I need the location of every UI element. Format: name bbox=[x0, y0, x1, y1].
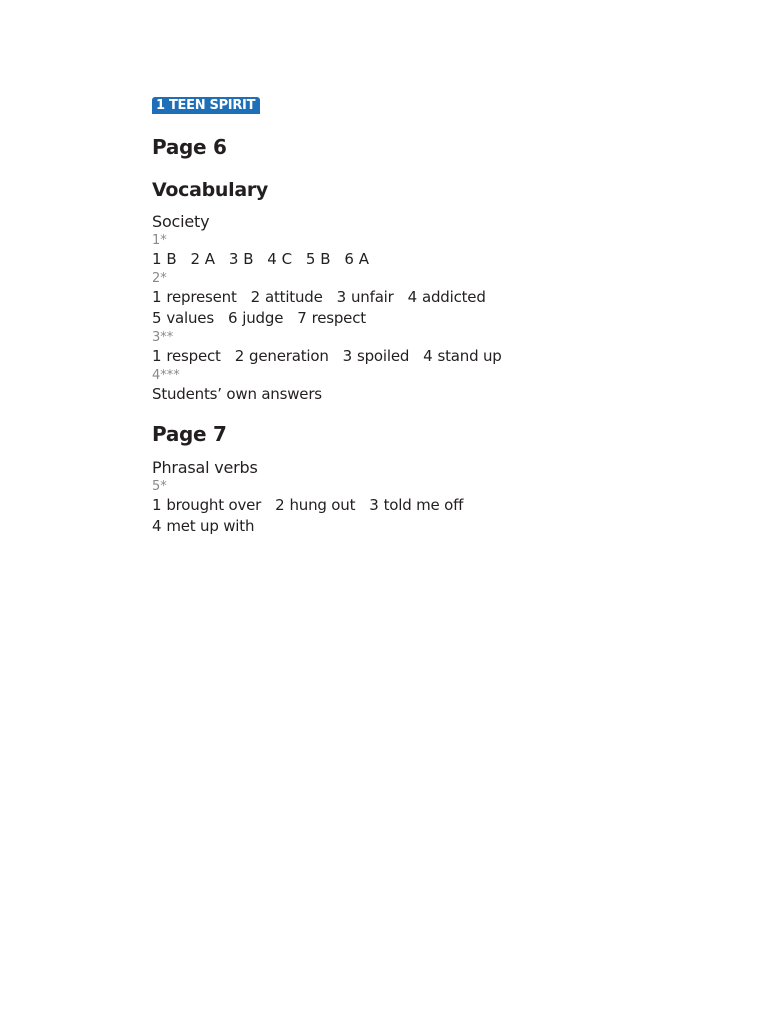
exercise-5-answers-line-2 bbox=[152, 516, 712, 537]
answer-number: 6 bbox=[344, 250, 354, 268]
answer-number: 4 bbox=[267, 250, 277, 268]
answer-item bbox=[306, 249, 330, 270]
answer-key-page bbox=[152, 94, 712, 537]
answer-number: 1 bbox=[152, 288, 162, 306]
answer-word: judge bbox=[242, 309, 284, 327]
answer-item bbox=[190, 249, 214, 270]
answer-item bbox=[337, 287, 394, 308]
answer-word: B bbox=[320, 250, 331, 268]
exercise-2-number: 2* bbox=[152, 271, 167, 286]
vocabulary-heading: Vocabulary bbox=[152, 179, 269, 201]
answer-number: 3 bbox=[342, 347, 352, 365]
answer-item bbox=[297, 308, 366, 329]
answer-number: 3 bbox=[228, 250, 239, 268]
answer-item bbox=[152, 495, 261, 516]
exercise-5-number: 5* bbox=[152, 479, 167, 494]
answer-word: B bbox=[243, 250, 254, 268]
answer-item bbox=[228, 308, 283, 329]
exercise-4-text: Students’ own answers bbox=[152, 385, 322, 403]
exercise-5-answers-line-1 bbox=[152, 495, 712, 516]
answer-item bbox=[229, 249, 253, 270]
answer-item bbox=[152, 287, 237, 308]
page-6-title: Page 6 bbox=[152, 135, 227, 159]
answer-item bbox=[152, 346, 221, 367]
answer-item bbox=[267, 249, 292, 270]
answer-number: 2 bbox=[250, 288, 260, 306]
exercise-2-answers-line-1 bbox=[152, 287, 712, 308]
answer-number: 7 bbox=[297, 309, 307, 327]
answer-word: attitude bbox=[264, 288, 323, 306]
answer-item bbox=[152, 308, 214, 329]
answer-word: brought over bbox=[166, 496, 262, 514]
exercise-1-answers bbox=[152, 249, 712, 270]
phrasal-verbs-heading: Phrasal verbs bbox=[152, 458, 258, 477]
exercise-1-number: 1* bbox=[152, 233, 167, 248]
answer-item bbox=[369, 495, 463, 516]
unit-tag: 1 TEEN SPIRIT bbox=[152, 97, 260, 114]
answer-word: A bbox=[204, 250, 215, 268]
answer-number: 6 bbox=[227, 309, 238, 327]
answer-item bbox=[152, 516, 254, 537]
exercise-3-number: 3** bbox=[152, 330, 174, 345]
answer-item bbox=[152, 249, 176, 270]
answer-number: 5 bbox=[305, 250, 316, 268]
answer-item bbox=[275, 495, 355, 516]
answer-number: 5 bbox=[152, 309, 162, 327]
answer-number: 4 bbox=[407, 288, 417, 306]
answer-word: B bbox=[166, 250, 177, 268]
exercise-4-number: 4*** bbox=[152, 368, 180, 383]
answer-item bbox=[344, 249, 368, 270]
answer-word: met up with bbox=[166, 517, 255, 535]
answer-word: A bbox=[358, 250, 369, 268]
answer-word: told me off bbox=[383, 496, 464, 514]
answer-item bbox=[343, 346, 410, 367]
answer-number: 2 bbox=[234, 347, 245, 365]
society-heading: Society bbox=[152, 212, 210, 231]
answer-item bbox=[235, 346, 329, 367]
answer-word: unfair bbox=[351, 288, 394, 306]
answer-item bbox=[408, 287, 486, 308]
exercise-2-answers-line-2 bbox=[152, 308, 712, 329]
answer-number: 3 bbox=[336, 288, 346, 306]
answer-word: C bbox=[281, 250, 292, 268]
answer-word: respect bbox=[311, 309, 366, 327]
answer-number: 2 bbox=[275, 496, 285, 514]
answer-item bbox=[251, 287, 323, 308]
answer-word: values bbox=[166, 309, 214, 327]
answer-number: 2 bbox=[190, 250, 200, 268]
answer-word: hung out bbox=[289, 496, 356, 514]
answer-word: addicted bbox=[421, 288, 486, 306]
page-7-title: Page 7 bbox=[152, 422, 227, 446]
answer-word: stand up bbox=[437, 347, 502, 365]
answer-number: 4 bbox=[152, 517, 162, 535]
answer-number: 1 bbox=[152, 250, 162, 268]
exercise-3-answers bbox=[152, 346, 712, 367]
answer-word: represent bbox=[166, 288, 237, 306]
answer-word: spoiled bbox=[356, 347, 410, 365]
answer-word: generation bbox=[249, 347, 329, 365]
answer-item bbox=[423, 346, 501, 367]
answer-number: 1 bbox=[152, 347, 162, 365]
answer-number: 4 bbox=[423, 347, 433, 365]
answer-number: 1 bbox=[152, 496, 162, 514]
answer-number: 3 bbox=[369, 496, 379, 514]
answer-word: respect bbox=[166, 347, 221, 365]
